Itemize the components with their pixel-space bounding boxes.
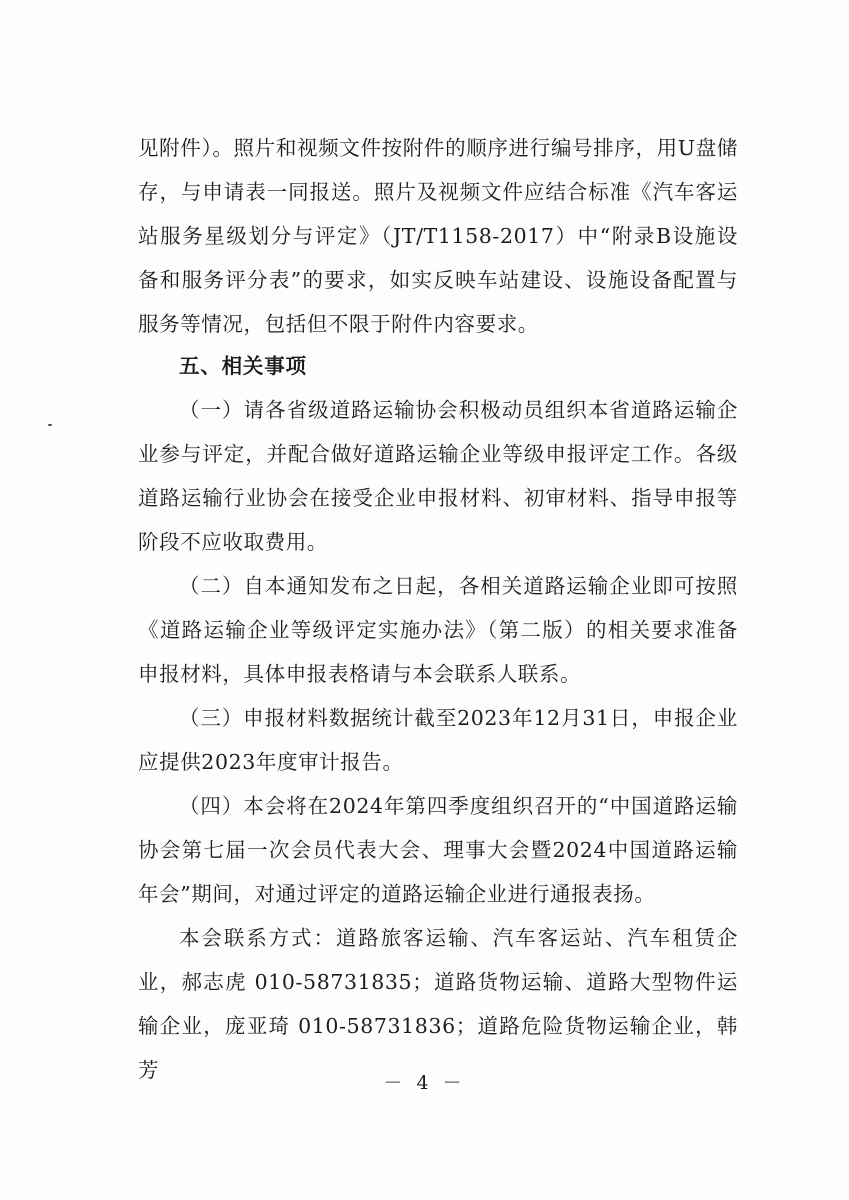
paragraph-contacts: 本会联系方式：道路旅客运输、汽车客运站、汽车租赁企业，郝志虎 010-58731835；道路货物运输、道路大型物件运输企业，庞亚琦 010-58731836；道路危险货物运输企业，韩芳 — [138, 926, 738, 1082]
paragraph-item-3: （三）申报材料数据统计截至2023年12月31日，申报企业应提供2023年度审计报告。 — [138, 706, 738, 774]
section-heading: 五、相关事项 — [179, 354, 307, 378]
paragraph-item-2: （二）自本通知发布之日起，各相关道路运输企业即可按照《道路运输企业等级评定实施办法》（第二版）的相关要求准备申报材料，具体申报表格请与本会联系人联系。 — [138, 574, 738, 686]
paragraph-item-1: （一）请各省级道路运输协会积极动员组织本省道路运输企业参与评定，并配合做好道路运输企业等级申报评定工作。各级道路运输行业协会在接受企业申报材料、初审材料、指导申报等阶段不应收取费用。 — [138, 398, 738, 554]
paragraph-item-4: （四）本会将在2024年第四季度组织召开的“中国道路运输协会第七届一次会员代表大会、理事大会暨2024中国道路运输年会”期间，对通过评定的道路运输企业进行通报表扬。 — [138, 794, 738, 906]
scan-speck — [48, 424, 52, 426]
paragraph-attachment-instructions: 见附件）。照片和视频文件按附件的顺序进行编号排序，用U盘储存，与申请表一同报送。照片及视频文件应结合标准《汽车客运站服务星级划分与评定》（JT/T1158-2017）中“附录B设施设备和服务评分表”的要求，如实反映车站建设、设施设备配置与服务等情况，包括但不限于附件内容要求。 — [138, 136, 738, 336]
page-number: － 4 － — [383, 1072, 466, 1094]
